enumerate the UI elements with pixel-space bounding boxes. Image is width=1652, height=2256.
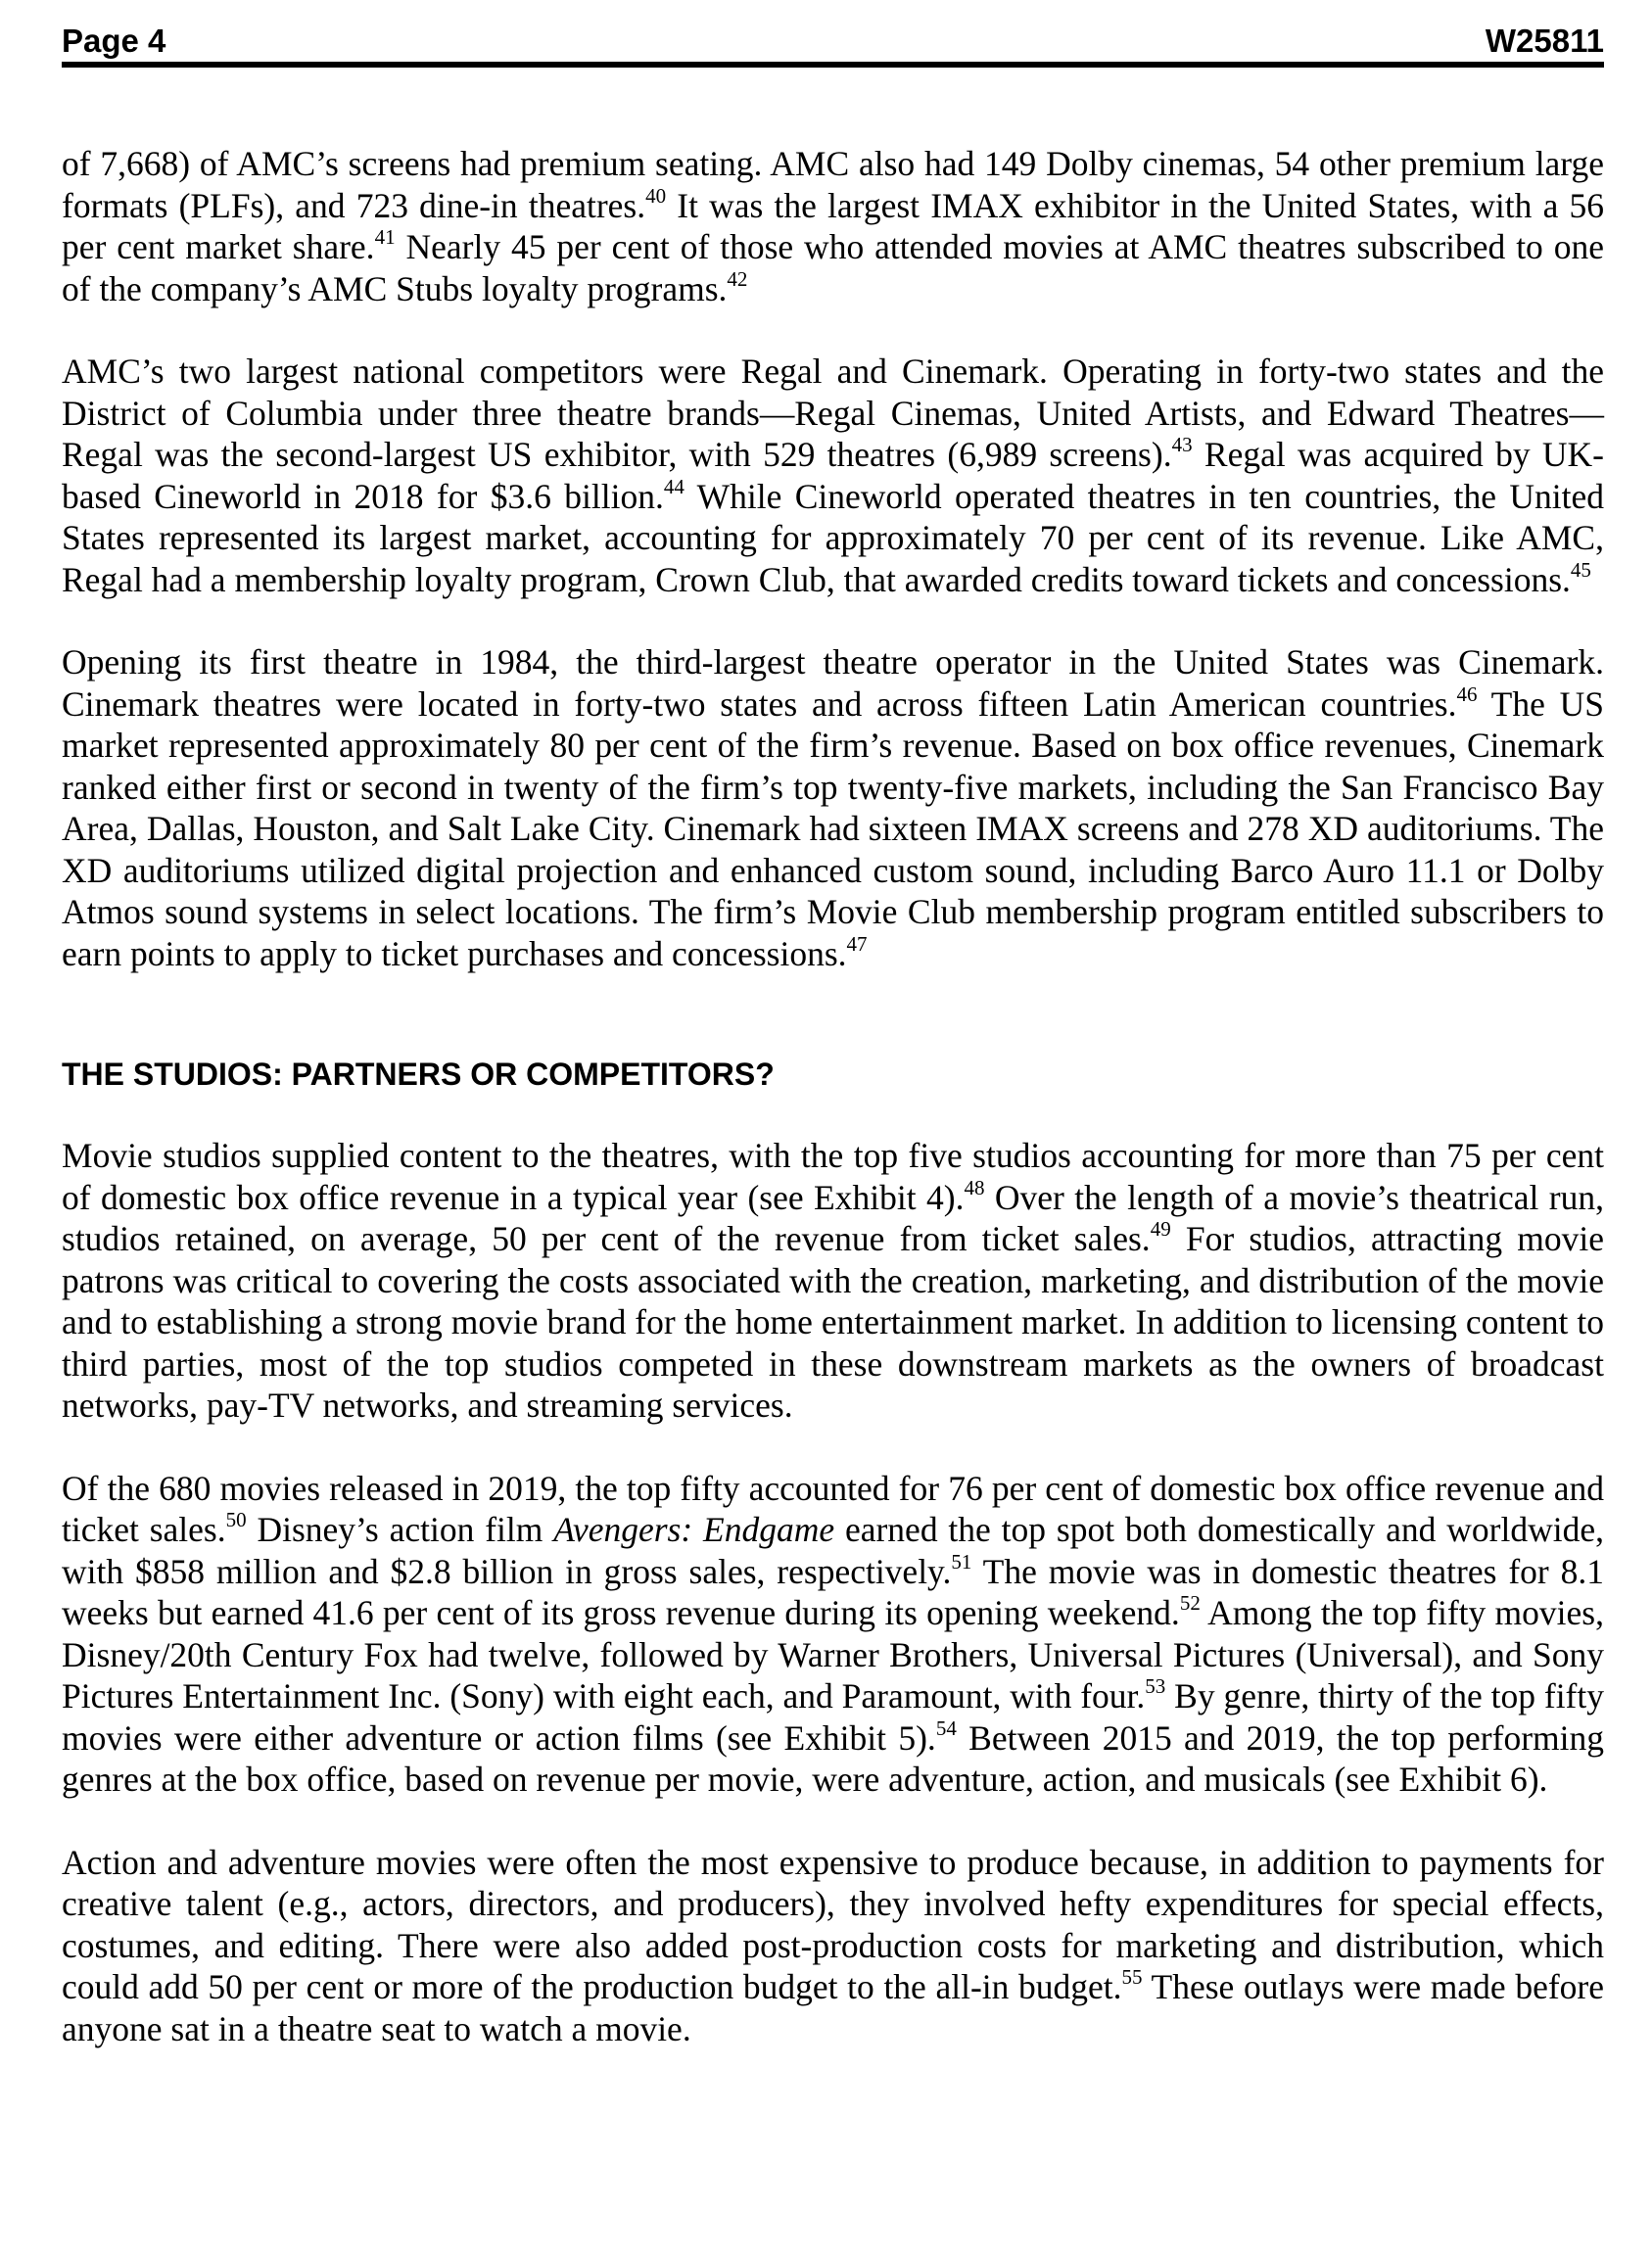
text-run: Movie studios supplied content to the theatres, with the top five studios accounting for more than 75 per cent of domestic box office revenue in a typical year (see Exhibit 4). <box>62 1136 1604 1217</box>
footnote-ref: 51 <box>951 1549 972 1574</box>
footnote-ref: 43 <box>1171 433 1193 457</box>
text-run: AMC’s two largest national competitors were Regal and Cinemark. Operating in forty-two states and the District of Columbia under three theatre brands—Regal Cinemas, United Artists, and Edward Theatres—Regal was the second-largest US exhibitor, with 529 theatres (6,989 screens). <box>62 352 1604 474</box>
footnote-ref: 54 <box>935 1716 957 1740</box>
text-run: While Cineworld operated theatres in ten countries, the United States represented its largest market, accounting for approximately 70 per cent of its revenue. Like AMC, Regal had a membership loyalty program, Crown Club, that awarded credits toward tickets and concessions. <box>62 476 1604 599</box>
text-run: earned the top spot both domestically and worldwide, with $858 million and $2.8 billion in gross sales, respectively. <box>62 1510 1604 1591</box>
text-run: Of the 680 movies released in 2019, the top fifty accounted for 76 per cent of domestic box office revenue and ticket sales. <box>62 1468 1604 1549</box>
movie-title: Avengers: Endgame <box>553 1510 835 1549</box>
text-run: Among the top fifty movies, Disney/20th Century Fox had twelve, followed by Warner Brothers, Universal Pictures (Universal), and Sony Pictures Entertainment Inc. (Sony) with eight each, and Paramount, with four. <box>62 1593 1604 1716</box>
footnote-ref: 49 <box>1150 1217 1171 1242</box>
paragraph-production-costs <box>62 1842 1604 2050</box>
text-run: For studios, attracting movie patrons was critical to covering the costs associated with the creation, marketing, and distribution of the movie and to establishing a strong movie brand for the home entertainment market. In addition to licensing content to third parties, most of the top studios competed in these downstream markets as the owners of broadcast networks, pay-TV networks, and streaming services. <box>62 1219 1604 1425</box>
text-run: Nearly 45 per cent of those who attended movies at AMC theatres subscribed to one of the company’s AMC Stubs loyalty programs. <box>62 227 1604 308</box>
footnote-ref: 46 <box>1456 682 1478 706</box>
document-page <box>62 20 1604 2049</box>
section-heading: THE STUDIOS: PARTNERS OR COMPETITORS? <box>62 1057 775 1092</box>
text-run: The movie was in domestic theatres for 8.1 weeks but earned 41.6 per cent of its gross revenue during its opening weekend. <box>62 1551 1604 1632</box>
footnote-ref: 41 <box>374 225 396 250</box>
footnote-ref: 45 <box>1570 557 1591 582</box>
text-run: of 7,668) of AMC’s screens had premium seating. AMC also had 149 Dolby cinemas, 54 other premium large formats (PLFs), and 723 dine-in theatres. <box>62 144 1604 225</box>
footnote-ref: 55 <box>1121 1965 1143 1990</box>
footnote-ref: 50 <box>225 1508 247 1532</box>
text-run: Disney’s action film <box>246 1510 554 1549</box>
footnote-ref: 47 <box>846 931 868 956</box>
footnote-ref: 52 <box>1179 1591 1201 1616</box>
text-run: By genre, thirty of the top fifty movies were either adventure or action films (see Exhibit 5). <box>62 1676 1604 1758</box>
text-run: The US market represented approximately 80 per cent of the firm’s revenue. Based on box office revenues, Cinemark ranked either first or second in twenty of the firm’s top twenty-five markets, including the San Francisco Bay Area, Dallas, Houston, and Salt Lake City. Cinemark had sixteen IMAX screens and 278 XD auditoriums. The XD auditoriums utilized digital projection and enhanced custom sound, including Barco Auro 11.1 or Dolby Atmos sound systems in select locations. The firm’s Movie Club membership program entitled subscribers to earn points to apply to ticket purchases and concessions. <box>62 683 1605 973</box>
text-run: Between 2015 and 2019, the top performing genres at the box office, based on revenue per movie, were adventure, action, and musicals (see Exhibit 6). <box>62 1717 1604 1799</box>
text-run: These outlays were made before anyone sat in a theatre seat to watch a movie. <box>62 1967 1604 2048</box>
paragraph-cinemark <box>62 641 1604 974</box>
text-run: Opening its first theatre in 1984, the third-largest theatre operator in the United States was Cinemark. Cinemark theatres were located in forty-two states and across fifteen Latin American countries. <box>62 642 1604 724</box>
text-run: It was the largest IMAX exhibitor in the United States, with a 56 per cent market share. <box>62 185 1604 266</box>
paragraph-2019-releases <box>62 1468 1604 1801</box>
page-header <box>62 20 1604 68</box>
footnote-ref: 42 <box>727 266 748 291</box>
footnote-ref: 53 <box>1145 1674 1166 1699</box>
text-run: Action and adventure movies were often the most expensive to produce because, in addition to payments for creative talent (e.g., actors, directors, and producers), they involved hefty expenditures for special effects, costumes, and editing. There were also added post-production costs for marketing and distribution, which could add 50 per cent or more of the production budget to the all-in budget. <box>62 1842 1604 2006</box>
page-number: Page 4 <box>62 23 166 59</box>
footnote-ref: 48 <box>964 1175 985 1199</box>
text-run: Over the length of a movie’s theatrical run, studios retained, on average, 50 per cent of the revenue from ticket sales. <box>62 1177 1605 1258</box>
text-run: Regal was acquired by UK-based Cineworld in 2018 for $3.6 billion. <box>62 435 1604 516</box>
paragraph-regal-cinemark <box>62 351 1604 600</box>
paragraph-studios-content <box>62 1135 1604 1427</box>
paragraph-amc-premium <box>62 143 1604 309</box>
footnote-ref: 40 <box>645 183 667 208</box>
footnote-ref: 44 <box>663 474 684 498</box>
case-number: W25811 <box>1485 23 1604 59</box>
